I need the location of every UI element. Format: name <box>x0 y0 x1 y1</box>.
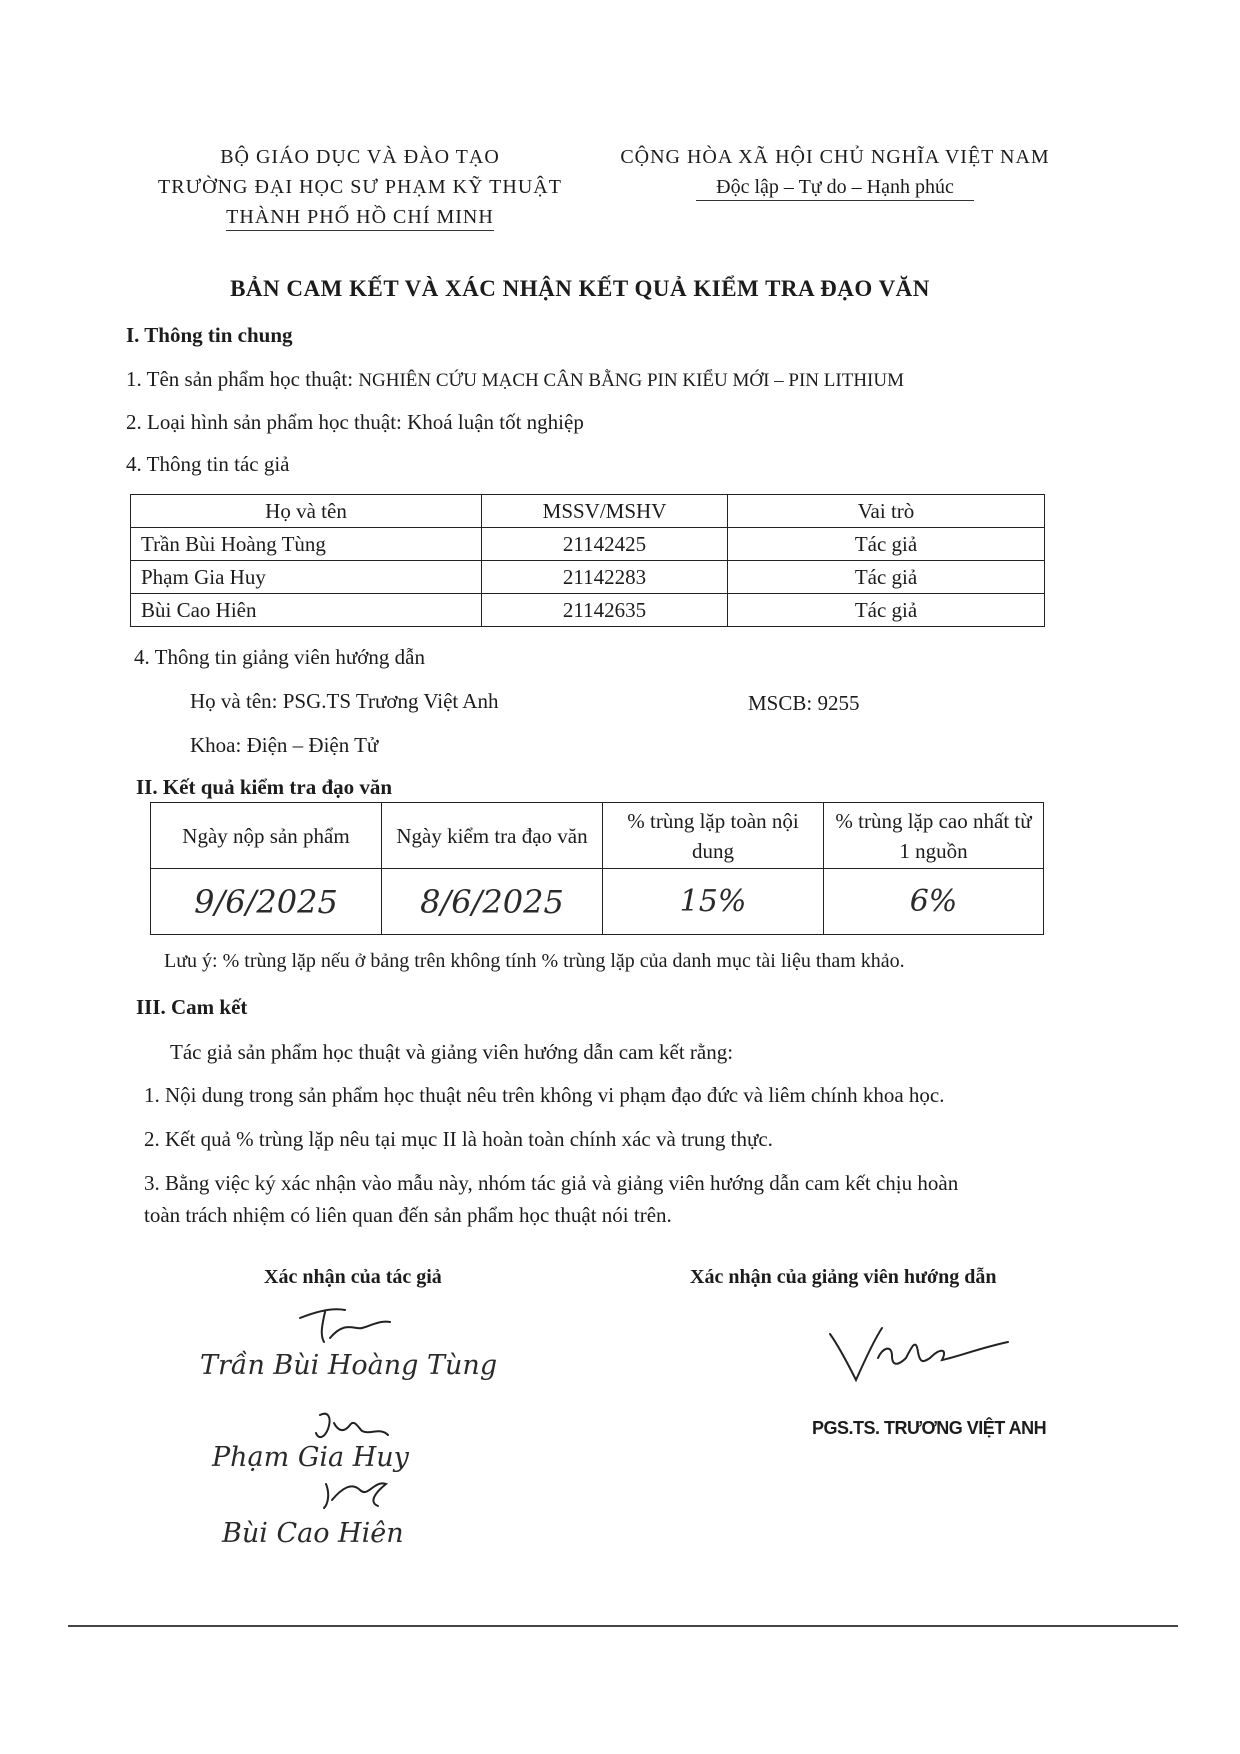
faculty-value: Điện – Điện Tử <box>246 733 379 757</box>
advisor-signature <box>820 1318 1020 1398</box>
national-motto: Độc lập – Tự do – Hạnh phúc <box>696 174 974 201</box>
commitment-item-2: 2. Kết quả % trùng lặp nêu tại mục II là hoàn toàn chính xác và trung thực. <box>144 1127 773 1151</box>
advisor-name-row <box>190 689 498 714</box>
author-col-id-header: MSSV/MSHV <box>482 495 728 528</box>
ministry-name: BỘ GIÁO DỤC VÀ ĐÀO TẠO <box>220 146 500 168</box>
author-id-cell: 21142425 <box>482 528 728 561</box>
table-row <box>131 528 1045 561</box>
republic-name: CỘNG HÒA XÃ HỘI CHỦ NGHĨA VIỆT NAM <box>620 146 1050 168</box>
product-type-value: Khoá luận tốt nghiệp <box>407 410 584 434</box>
table-row <box>131 594 1045 627</box>
advisor-name-label: Họ và tên: <box>190 689 278 713</box>
similarity-note: Lưu ý: % trùng lặp nếu ở bảng trên không tính % trùng lặp của danh mục tài liệu tham khảo. <box>164 950 905 972</box>
author-name-cell: Phạm Gia Huy <box>131 561 482 594</box>
author-id-cell: 21142635 <box>482 594 728 627</box>
max-source-similarity-value: 6% <box>824 869 1044 935</box>
faculty-row <box>190 733 378 758</box>
author-id-cell: 21142283 <box>482 561 728 594</box>
plagiarism-table <box>150 802 1044 935</box>
section2-heading: II. Kết quả kiểm tra đạo văn <box>136 775 393 799</box>
author-role-cell: Tác giả <box>728 561 1045 594</box>
header-right <box>600 142 1070 202</box>
overall-similarity-header: % trùng lặp toàn nội dung <box>603 803 824 869</box>
author-col-role-header: Vai trò <box>728 495 1045 528</box>
author-name-handwritten-1: Trần Bùi Hoàng Tùng <box>200 1350 498 1381</box>
author-role-cell: Tác giả <box>728 528 1045 561</box>
author-signature-3 <box>316 1470 396 1515</box>
author-name-handwritten-2: Phạm Gia Huy <box>212 1442 409 1473</box>
author-role-cell: Tác giả <box>728 594 1045 627</box>
submit-date-value: 9/6/2025 <box>151 869 382 935</box>
commitment-item-1: 1. Nội dung trong sản phẩm học thuật nêu trên không vi phạm đạo đức và liêm chính khoa học. <box>144 1083 945 1107</box>
page-bottom-rule <box>68 1625 1178 1627</box>
plagiarism-table-header <box>151 803 1044 869</box>
document-title: BẢN CAM KẾT VÀ XÁC NHẬN KẾT QUẢ KIỂM TRA ĐẠO VĂN <box>230 276 930 301</box>
max-source-similarity-header: % trùng lặp cao nhất từ 1 nguồn <box>824 803 1044 869</box>
overall-similarity-value: 15% <box>603 869 824 935</box>
city-name: THÀNH PHỐ HỒ CHÍ MINH <box>226 204 494 231</box>
table-row <box>151 869 1044 935</box>
author-info-label: 4. Thông tin tác giả <box>126 452 290 476</box>
advisor-id-value: 9255 <box>817 691 860 715</box>
advisor-id-label: MSCB: <box>748 691 813 715</box>
submit-date-header: Ngày nộp sản phẩm <box>151 803 382 869</box>
check-date-value: 8/6/2025 <box>382 869 603 935</box>
product-type-row <box>126 410 584 435</box>
section3-heading: III. Cam kết <box>136 995 248 1019</box>
author-confirmation-label: Xác nhận của tác giả <box>264 1266 442 1288</box>
check-date-header: Ngày kiểm tra đạo văn <box>382 803 603 869</box>
product-type-label: 2. Loại hình sản phẩm học thuật: <box>126 410 402 434</box>
header-left <box>150 142 570 232</box>
section1-heading: I. Thông tin chung <box>126 323 293 347</box>
commitment-intro: Tác giả sản phẩm học thuật và giảng viên hướng dẫn cam kết rằng: <box>170 1040 734 1064</box>
commitment-item-3: 3. Bằng việc ký xác nhận vào mẫu này, nhóm tác giả và giảng viên hướng dẫn cam kết chịu hoàn <box>144 1171 959 1195</box>
faculty-label: Khoa: <box>190 733 242 757</box>
author-name-cell: Bùi Cao Hiên <box>131 594 482 627</box>
table-row <box>131 561 1045 594</box>
commitment-item-3-continued: toàn trách nhiệm có liên quan đến sản phẩm học thuật nói trên. <box>144 1203 672 1227</box>
author-table-header <box>131 495 1045 528</box>
university-name: TRƯỜNG ĐẠI HỌC SƯ PHẠM KỸ THUẬT <box>158 176 562 198</box>
advisor-name-value: PSG.TS Trương Việt Anh <box>282 689 499 713</box>
advisor-name-stamp: PGS.TS. TRƯƠNG VIỆT ANH <box>812 1418 1047 1438</box>
author-col-name-header: Họ và tên <box>131 495 482 528</box>
product-name-row <box>126 367 904 392</box>
author-table <box>130 494 1045 627</box>
product-name-value: NGHIÊN CỨU MẠCH CÂN BẰNG PIN KIỂU MỚI – PIN LITHIUM <box>358 370 904 391</box>
author-signature-1 <box>290 1300 400 1350</box>
product-name-label: 1. Tên sản phẩm học thuật: <box>126 367 354 391</box>
advisor-confirmation-label: Xác nhận của giảng viên hướng dẫn <box>690 1266 997 1288</box>
advisor-info-label: 4. Thông tin giảng viên hướng dẫn <box>134 645 425 669</box>
author-name-handwritten-3: Bùi Cao Hiên <box>222 1518 404 1549</box>
author-name-cell: Trần Bùi Hoàng Tùng <box>131 528 482 561</box>
advisor-id-row <box>748 691 859 716</box>
